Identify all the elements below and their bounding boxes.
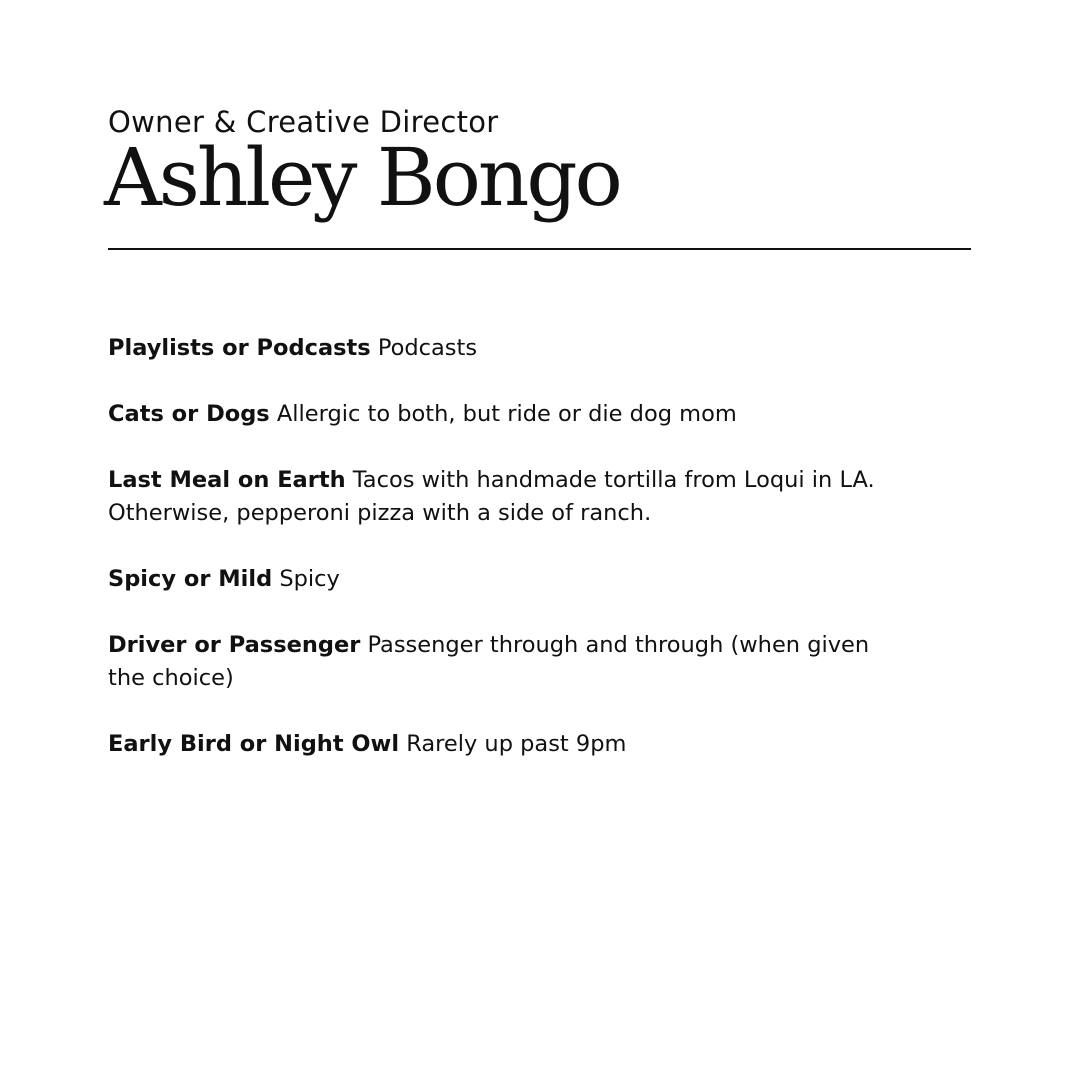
qa-item [108,332,898,365]
qa-answer: Spicy [279,566,340,592]
qa-list [108,332,898,794]
qa-item [108,464,898,530]
qa-question: Early Bird or Night Owl [108,731,400,757]
qa-item [108,728,898,761]
qa-item [108,563,898,596]
qa-question: Driver or Passenger [108,632,361,658]
qa-question: Spicy or Mild [108,566,273,592]
qa-answer: Passenger through and through (when given the choice) [108,632,870,691]
qa-item [108,629,898,695]
qa-answer: Tacos with handmade tortilla from Loqui in LA. Otherwise, pepperoni pizza with a side of ranch. [108,467,875,526]
job-title: Owner & Creative Director [108,105,499,139]
qa-question: Cats or Dogs [108,401,270,427]
qa-question: Playlists or Podcasts [108,335,371,361]
qa-answer: Allergic to both, but ride or die dog mom [276,401,737,427]
divider [108,248,971,250]
person-name: Ashley Bongo [104,131,620,224]
qa-answer: Rarely up past 9pm [406,731,627,757]
qa-question: Last Meal on Earth [108,467,346,493]
qa-answer: Podcasts [377,335,478,361]
qa-item [108,398,898,431]
